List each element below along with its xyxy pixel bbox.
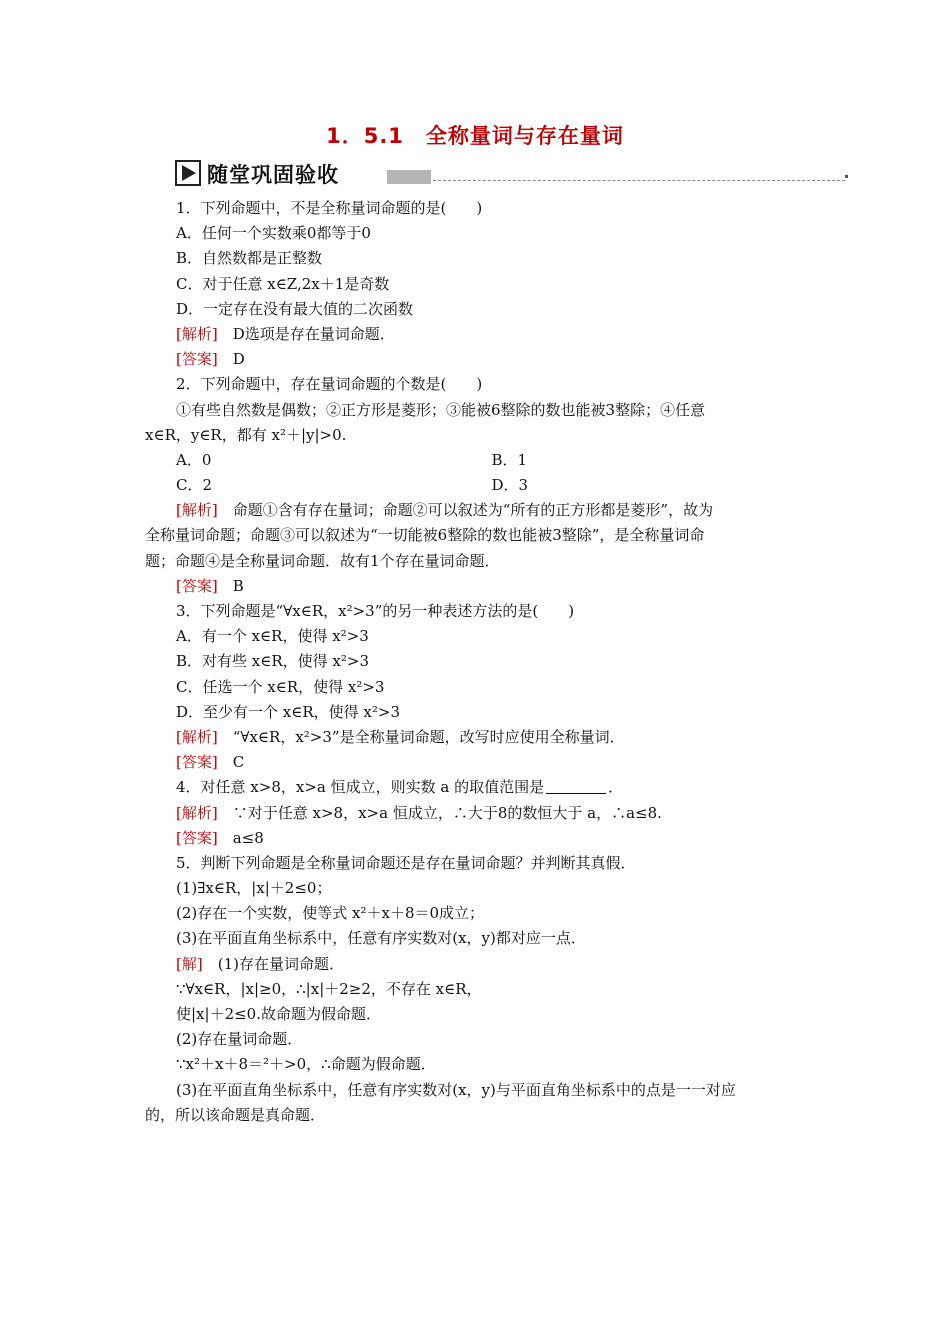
- q5-solution-3: 使|x|＋2≤0.故命题为假命题．: [176, 1005, 381, 1023]
- section-banner-title: 随堂巩固验收: [207, 163, 339, 187]
- q2-body-1: ①有些自然数是偶数；②正方形是菱形；③能被6整除的数也能被3整除；④任意: [176, 400, 706, 419]
- q4-answer: [145, 826, 807, 851]
- q4-stem-text: 4．对任意 x>8，x>a 恒成立，则实数 a 的取值范围是: [176, 778, 545, 797]
- q1-option-a: A．任何一个实数乘0都等于0: [176, 224, 371, 243]
- q2-option-a: A．0: [176, 450, 212, 469]
- q3-option-b: B．对有些 x∈R，使得 x²>3: [176, 652, 370, 671]
- q1-analysis: [145, 322, 807, 347]
- q5-solution-6: (3)在平面直角坐标系中，任意有序实数对(x，y)与平面直角坐标系中的点是一一对应: [176, 1080, 736, 1099]
- solution-label: [解]: [176, 954, 203, 973]
- q5-solution-4: (2)存在量词命题．: [176, 1030, 303, 1049]
- page-title: 1．5.1 全称量词与存在量词: [326, 124, 624, 148]
- q2-options-row-2: [145, 473, 807, 498]
- q2-analysis-1: [145, 498, 807, 523]
- q3-analysis-text: “∀x∈R，x²>3”是全称量词命题，改写时应使用全称量词．: [232, 727, 625, 746]
- exercise-content: [145, 196, 807, 1128]
- q3-stem: 3．下列命题是“∀x∈R，x²>3”的另一种表述方法的是( ): [176, 602, 575, 620]
- q2-body-2: x∈R，y∈R，都有 x²＋|y|>0.: [145, 425, 347, 444]
- q5-proposition-1: (1)∃x∈R，|x|＋2≤0；: [176, 879, 332, 898]
- q5-solution-1: [145, 952, 807, 977]
- banner-gray-block: [387, 170, 431, 184]
- q2-answer-text: B: [232, 576, 244, 595]
- analysis-label: [解析]: [176, 727, 218, 746]
- section-banner: [175, 158, 848, 190]
- answer-label: [答案]: [176, 576, 218, 595]
- q2-answer: [145, 574, 807, 599]
- q2-option-d: D．3: [491, 476, 529, 495]
- answer-label: [答案]: [176, 828, 218, 847]
- q5-solution-5: ∵x²＋x＋8＝²＋>0，∴命题为假命题．: [176, 1055, 436, 1074]
- q5-proposition-2: (2)存在一个实数，使等式 x²＋x＋8＝0成立；: [176, 904, 485, 923]
- q2-analysis-2: 全称量词命题；命题③可以叙述为“一切能被6整除的数也能被3整除”，是全称量词命: [145, 526, 705, 545]
- q1-option-b: B．自然数都是正整数: [176, 249, 323, 268]
- q1-option-c: C．对于任意 x∈Z,2x＋1是奇数: [176, 274, 390, 293]
- q3-option-a: A．有一个 x∈R，使得 x²>3: [176, 627, 369, 646]
- q3-option-d: D．至少有一个 x∈R，使得 x²>3: [176, 702, 401, 721]
- q4-answer-text: a≤8: [232, 828, 264, 847]
- q2-options-row-1: [145, 448, 807, 473]
- q1-stem: 1．下列命题中，不是全称量词命题的是( ): [176, 199, 483, 217]
- q5-proposition-3: (3)在平面直角坐标系中，任意有序实数对(x，y)都对应一点．: [176, 929, 586, 948]
- q1-analysis-text: D选项是存在量词命题．: [232, 324, 395, 343]
- q3-analysis: [145, 725, 807, 750]
- q2-analysis-3: 题；命题④是全称量词命题．故有1个存在量词命题．: [145, 551, 500, 570]
- analysis-label: [解析]: [176, 803, 218, 822]
- q4-stem-end: ．: [608, 778, 624, 797]
- analysis-label: [解析]: [176, 501, 218, 520]
- answer-label: [答案]: [176, 753, 218, 772]
- q5-solution-text-1: (1)存在量词命题．: [217, 954, 344, 973]
- q4-analysis-text: ∵对于任意 x>8，x>a 恒成立，∴大于8的数恒大于 a，∴a≤8.: [232, 803, 662, 822]
- q3-answer-text: C: [232, 753, 245, 772]
- play-arrow-icon: [175, 160, 201, 186]
- q2-option-c: C．2: [176, 476, 213, 495]
- banner-end-dot: [845, 175, 848, 178]
- q5-stem: 5．判断下列命题是全称量词命题还是存在量词命题？并判断其真假．: [176, 853, 636, 872]
- banner-dashed-rule: [433, 180, 845, 181]
- q3-answer: [145, 750, 807, 775]
- q4-stem: [145, 775, 807, 800]
- q2-stem: 2．下列命题中，存在量词命题的个数是( ): [176, 375, 483, 394]
- q2-analysis-text-1: 命题①含有存在量词；命题②可以叙述为“所有的正方形都是菱形”，故为: [232, 501, 714, 520]
- q4-answer-blank: [546, 777, 606, 794]
- q1-option-d: D．一定存在没有最大值的二次函数: [176, 299, 414, 318]
- q5-solution-2: ∵∀x∈R，|x|≥0，∴|x|＋2≥2，不存在 x∈R，: [176, 979, 482, 998]
- q4-analysis: [145, 801, 807, 826]
- q3-option-c: C．任选一个 x∈R，使得 x²>3: [176, 677, 385, 696]
- q1-answer: [145, 347, 807, 372]
- analysis-label: [解析]: [176, 324, 218, 343]
- answer-label: [答案]: [176, 350, 218, 369]
- q5-solution-7: 的，所以该命题是真命题．: [145, 1105, 326, 1124]
- q1-answer-text: D: [232, 350, 245, 369]
- q2-option-b: B．1: [491, 450, 528, 469]
